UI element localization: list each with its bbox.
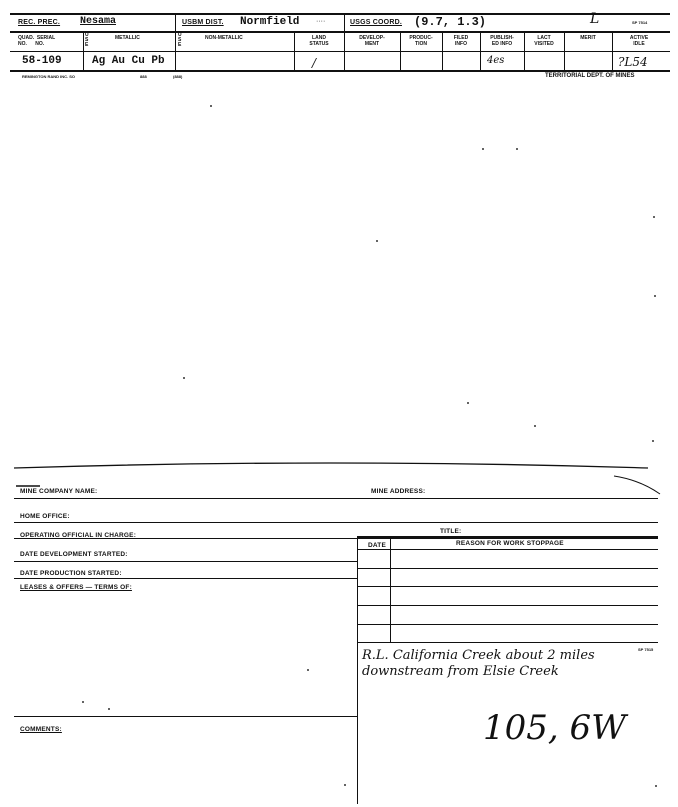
col-published-info: PUBLISH- ED INFO xyxy=(490,35,514,47)
section-curve xyxy=(0,450,678,500)
speck xyxy=(516,148,518,150)
handwritten-big-note: 105, 6W xyxy=(483,708,627,748)
divider-active xyxy=(612,33,613,71)
form-number: SP 7514 xyxy=(632,20,648,25)
rule-date-prod xyxy=(14,578,358,579)
rule-operating xyxy=(14,538,658,539)
speck xyxy=(655,785,657,787)
rule-date-row5 xyxy=(357,642,658,643)
date-development-label: DATE DEVELOPMENT STARTED: xyxy=(20,551,128,558)
rec-prec-label: REC. PREC. xyxy=(18,19,61,26)
rule-date-row4 xyxy=(357,624,658,625)
printer-code-2: (888) xyxy=(173,74,183,79)
usbm-dist-value: Normfield xyxy=(240,16,300,28)
usbm-dist-label: USBM DIST. xyxy=(182,19,224,26)
usgs-coord-label: USGS COORD. xyxy=(350,19,402,26)
leases-label: LEASES & OFFERS — TERMS OF: xyxy=(20,584,132,591)
col-last-visited: LACT VISITED xyxy=(534,35,554,47)
home-office-label: HOME OFFICE: xyxy=(20,513,70,520)
record-land-status: / xyxy=(312,56,317,70)
col-nonmetallic-use: U S E xyxy=(178,32,182,48)
rule-date-dev xyxy=(14,561,358,562)
header-rule xyxy=(10,31,670,33)
speck xyxy=(482,148,484,150)
col-nonmetallic: NON-METALLIC xyxy=(205,35,243,41)
center-divider xyxy=(357,536,358,804)
rule-date-row3 xyxy=(357,605,658,606)
mine-company-label: MINE COMPANY NAME: xyxy=(20,488,98,495)
speck xyxy=(210,105,212,107)
speck xyxy=(108,708,110,710)
rec-prec-value: Nesama xyxy=(80,16,117,27)
operating-official-label: OPERATING OFFICIAL IN CHARGE: xyxy=(20,532,137,539)
col-land-status: LAND STATUS xyxy=(309,35,329,47)
col-merit: MERIT xyxy=(580,35,596,41)
rule-date-row1 xyxy=(357,568,658,569)
divider-metallic xyxy=(83,33,84,71)
divider-usbm xyxy=(175,13,176,71)
speck xyxy=(534,425,536,427)
comments-label: COMMENTS: xyxy=(20,726,62,733)
col-development: DEVELOP- MENT xyxy=(359,35,385,47)
speck xyxy=(183,377,185,379)
record-bottom-rule xyxy=(10,70,670,72)
handwritten-note-line1: R.L. California Creek about 2 miles xyxy=(362,648,595,663)
printer-text: REMINGTON RAND INC. SO xyxy=(22,74,76,79)
col-metallic-use: U S E xyxy=(85,32,89,48)
speck xyxy=(376,240,378,242)
title-label: TITLE: xyxy=(440,528,462,535)
header-bottom-rule xyxy=(10,51,670,52)
speck xyxy=(653,216,655,218)
speck xyxy=(82,701,84,703)
speck xyxy=(654,295,656,297)
reason-header: REASON FOR WORK STOPPAGE xyxy=(456,540,564,547)
usbm-dist-mark: ···· xyxy=(316,18,326,25)
col-active-idle: ACTIVE IDLE xyxy=(629,35,649,47)
rule-date-header xyxy=(357,549,658,550)
rule-company xyxy=(14,498,658,499)
record-metallic: Ag Au Cu Pb xyxy=(92,55,165,67)
speck xyxy=(467,402,469,404)
date-col-divider xyxy=(390,536,391,642)
form-number-2: SP 7515 xyxy=(638,647,654,652)
dept-text: TERRITORIAL DEPT. OF MINES xyxy=(545,73,635,79)
record-active-idle: ?L54 xyxy=(618,55,648,69)
usgs-coord-value: (9.7, 1.3) xyxy=(414,15,487,29)
mine-address-label: MINE ADDRESS: xyxy=(371,488,426,495)
col-quad-serial: QUAD. SERIAL NO. NO. xyxy=(18,35,56,47)
handwritten-note-line2: downstream from Elsie Creek xyxy=(362,664,559,679)
date-production-label: DATE PRODUCTION STARTED: xyxy=(20,570,122,577)
col-filed-info: FILED INFO xyxy=(453,35,469,47)
divider-land xyxy=(294,33,295,71)
speck xyxy=(344,784,346,786)
rule-date-top xyxy=(357,536,658,538)
top-border xyxy=(10,13,670,15)
date-header: DATE xyxy=(368,542,387,549)
rule-comments xyxy=(14,716,358,717)
col-production: PRODUC- TION xyxy=(409,35,433,47)
rule-date-row2 xyxy=(357,586,658,587)
speck xyxy=(307,669,309,671)
speck xyxy=(652,440,654,442)
col-metallic: METALLIC xyxy=(115,35,140,41)
divider-usgs xyxy=(344,13,345,71)
rule-home-office xyxy=(14,522,658,523)
record-published: 4es xyxy=(487,55,505,66)
corner-mark: L xyxy=(590,11,600,27)
record-serial: 58-109 xyxy=(22,55,62,67)
printer-code: 888 xyxy=(140,74,147,79)
